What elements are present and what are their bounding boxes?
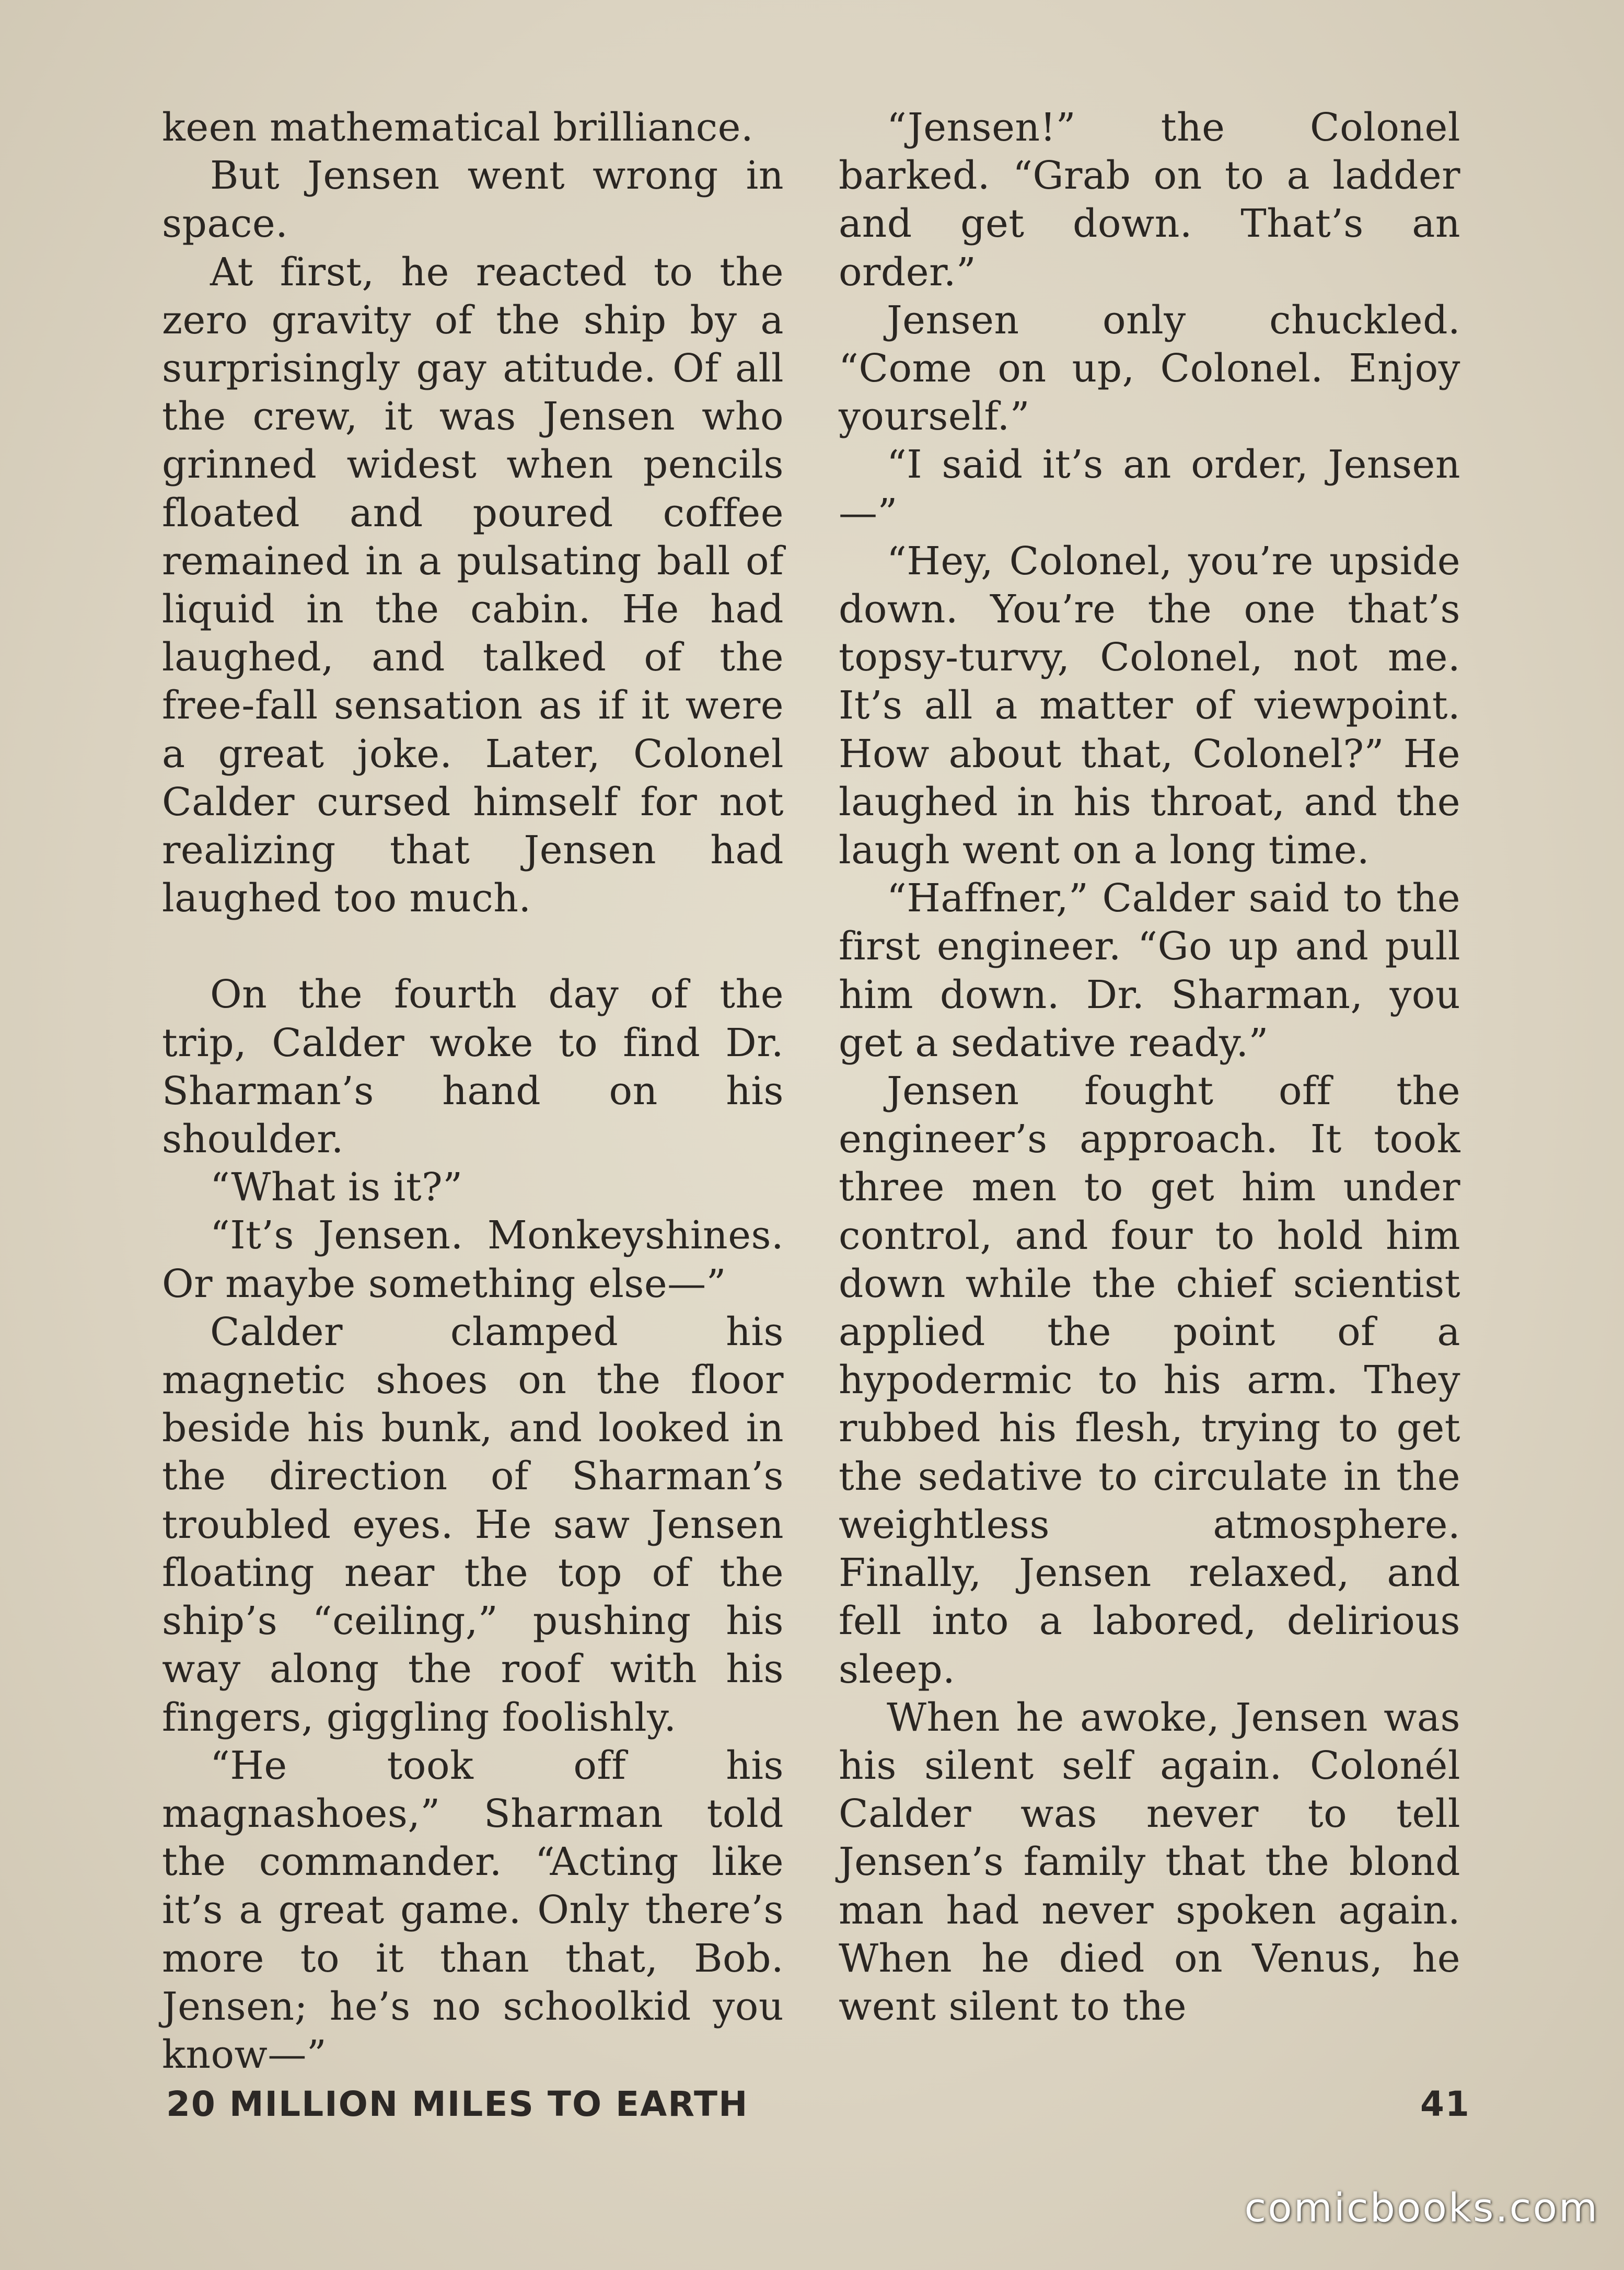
paragraph: “What is it?” xyxy=(210,1165,463,1210)
paragraph: Jensen fought off the engineer’s approach. It took three men to get him under control, and four to hold him down while the chief scientist applied the point of a hypodermic to his arm. They rubbed his flesh, trying to get the sedative to circulate in the weightless atmosphere. Finally, Jensen relaxed, and fell into a labored, delirious sleep. xyxy=(839,1069,1460,1692)
paragraph: When he awoke, Jensen was his silent self again. Colonél Calder was never to tell Jensen’s family that the blond man had never spoken again. When he died on Venus, he went silent to the xyxy=(839,1695,1460,2029)
paragraph: “Jensen!” the Colonel barked. “Grab on to a ladder and get down. That’s an order.” xyxy=(839,105,1460,295)
paragraph: “He took off his magnashoes,” Sharman told the commander. “Acting like it’s a great game. Only there’s more to it than that, Bob. Jensen; he’s no schoolkid you know—” xyxy=(162,1743,784,2077)
paragraph: But Jensen went wrong in space. xyxy=(162,153,784,247)
left-text-column xyxy=(162,103,784,2079)
paragraph: “It’s Jensen. Monkeyshines. Or maybe something else—” xyxy=(162,1213,784,1306)
paragraph: At first, he reacted to the zero gravity of the ship by a surprisingly gay atitude. Of all the crew, it was Jensen who grinned widest when pencils floated and poured coffee remained in a pulsating ball of liquid in the cabin. He had laughed, and talked of the free-fall sensation as if it were a great joke. Later, Colonel Calder cursed himself for not realizing that Jensen had laughed too much. xyxy=(162,249,784,921)
paragraph: “Haffner,” Calder said to the first engineer. “Go up and pull him down. Dr. Sharman, you get a sedative ready.” xyxy=(839,876,1460,1065)
running-footer-title: 20 MILLION MILES TO EARTH xyxy=(166,2084,749,2124)
paragraph: keen mathematical brilliance. xyxy=(162,105,753,150)
site-watermark: comicbooks.com xyxy=(1244,2184,1599,2231)
paragraph: On the fourth day of the trip, Calder woke to find Dr. Sharman’s hand on his shoulder. xyxy=(162,972,784,1162)
paragraph: “I said it’s an order, Jensen—” xyxy=(839,442,1460,536)
paragraph: “Hey, Colonel, you’re upside down. You’re the one that’s topsy-turvy, Colonel, not me. It’s all a matter of viewpoint. How about that, Colonel?” He laughed in his throat, and the laugh went on a long time. xyxy=(839,538,1460,873)
right-text-column xyxy=(839,103,1460,2031)
paragraph: Jensen only chuckled. “Come on up, Colonel. Enjoy yourself.” xyxy=(839,297,1460,439)
page-number: 41 xyxy=(1420,2084,1470,2124)
paragraph: Calder clamped his magnetic shoes on the floor beside his bunk, and looked in the direction of Sharman’s troubled eyes. He saw Jensen floating near the top of the ship’s “ceiling,” pushing his way along the roof with his fingers, giggling foolishly. xyxy=(162,1309,784,1740)
